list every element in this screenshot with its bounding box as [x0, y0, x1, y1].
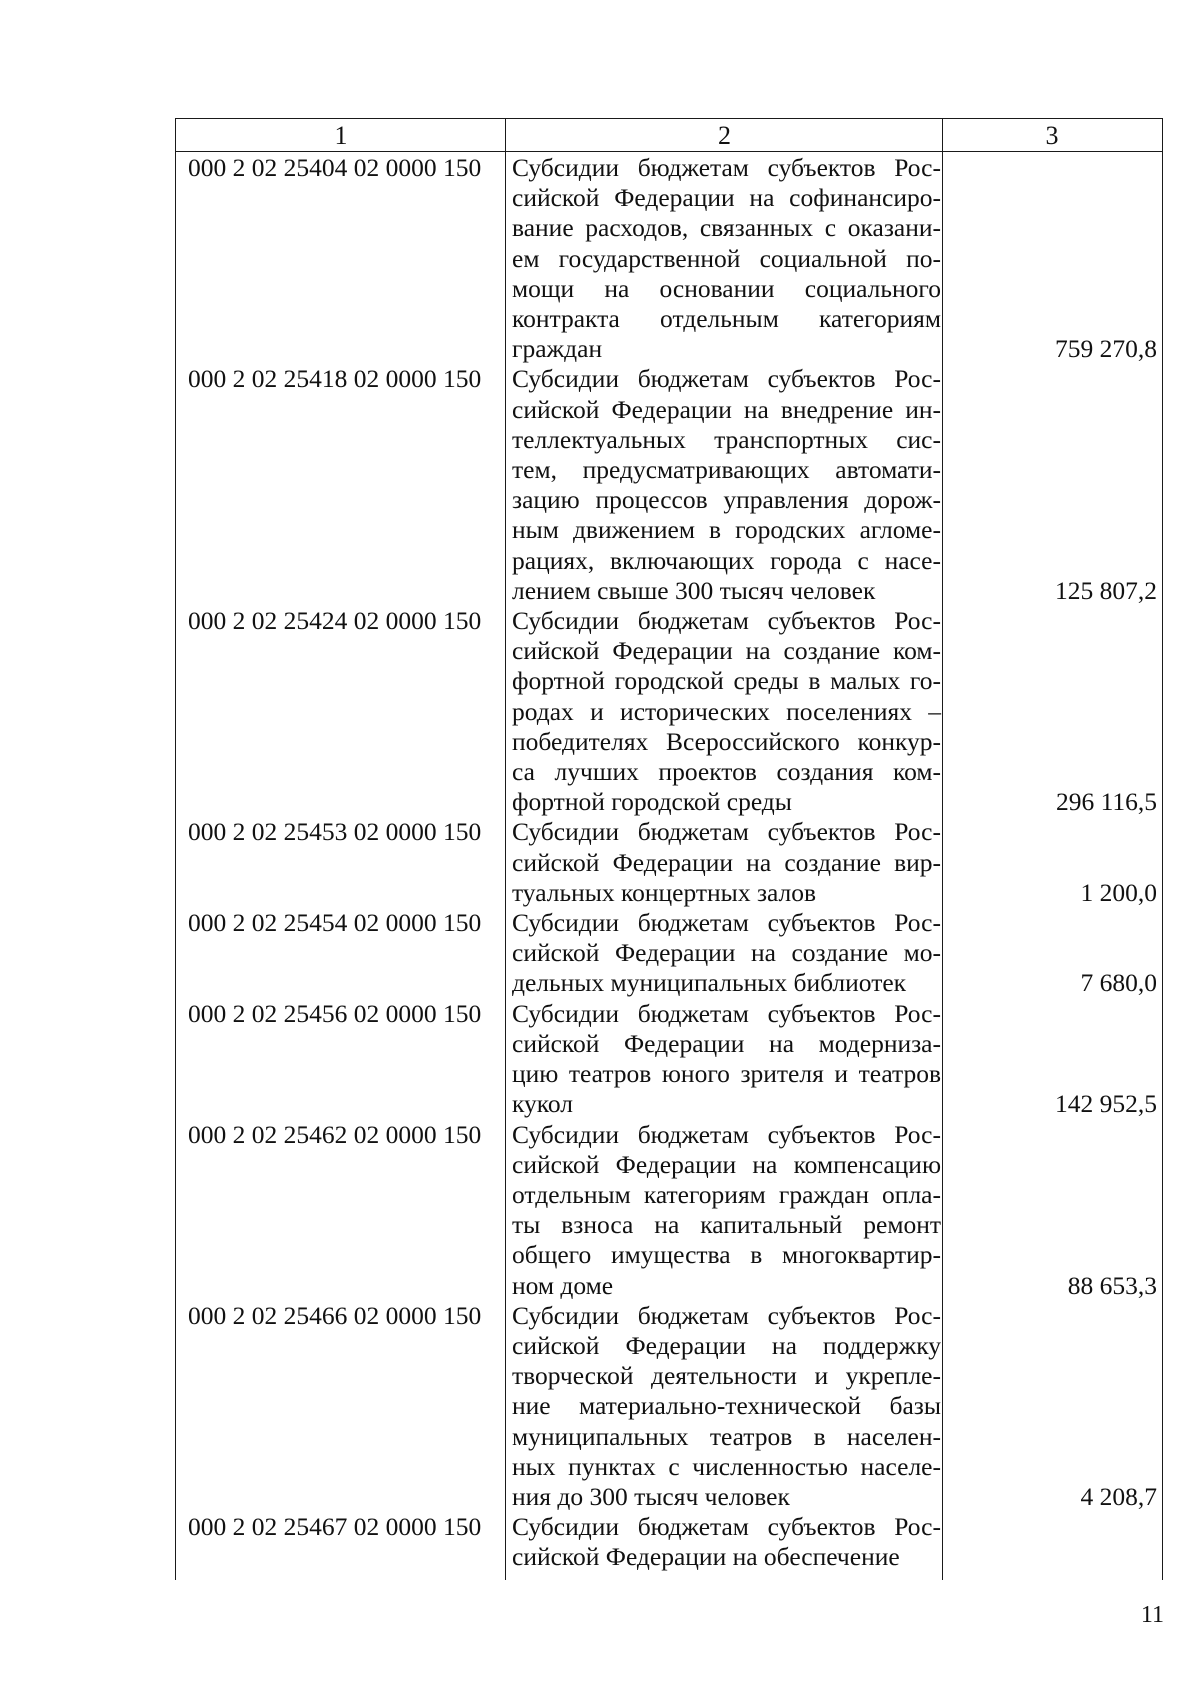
description-line: кукол	[512, 1089, 574, 1119]
table-row	[176, 908, 1162, 999]
amount-cell	[943, 817, 1161, 908]
description-line: сийской Федерации на внедрение ин-	[512, 394, 941, 424]
table-body	[176, 153, 1162, 1573]
amount-value: 7 680,0	[1080, 968, 1157, 998]
row-description	[506, 1120, 943, 1301]
amount-value: 142 952,5	[1055, 1089, 1157, 1119]
description-line: Субсидии бюджетам субъектов Рос-	[512, 908, 941, 938]
description-line: общего имущества в многоквартир-	[512, 1240, 941, 1270]
row-description	[506, 1301, 943, 1512]
row-description	[506, 908, 943, 999]
amount-value: 296 116,5	[1055, 787, 1157, 817]
description-line: Субсидии бюджетам субъектов Рос-	[512, 817, 941, 847]
description-line: сийской Федерации на создание вир-	[512, 847, 941, 877]
description-line: тем, предусматривающих автомати-	[512, 455, 941, 485]
amount-value: 125 807,2	[1055, 575, 1157, 605]
description-line: вание расходов, связанных с оказани-	[512, 213, 941, 243]
description-line: зацию процессов управления дорож-	[512, 485, 941, 515]
description-line: фортной городской среды	[512, 787, 792, 817]
budget-code: 000 2 02 25462 02 0000 150	[188, 1119, 482, 1149]
description-line: ном доме	[512, 1270, 614, 1300]
table-row	[176, 999, 1162, 1120]
amount-value: 88 653,3	[1067, 1270, 1157, 1300]
budget-code: 000 2 02 25418 02 0000 150	[188, 364, 482, 394]
description-line: рациях, включающих города с насе-	[512, 545, 941, 575]
table-row	[176, 364, 1162, 606]
description-line: мощи на основании социального	[512, 273, 941, 303]
row-description	[506, 817, 943, 908]
row-description	[506, 1512, 943, 1572]
budget-code: 000 2 02 25467 02 0000 150	[188, 1512, 482, 1542]
description-line: Субсидии бюджетам субъектов Рос-	[512, 1119, 941, 1149]
budget-code: 000 2 02 25424 02 0000 150	[188, 606, 482, 636]
row-description	[506, 999, 943, 1120]
description-line: сийской Федерации на поддержку	[512, 1330, 941, 1360]
column-header-3: 3	[1045, 121, 1059, 150]
table-row	[176, 1512, 1162, 1572]
amount-cell	[943, 153, 1161, 364]
column-header-1: 1	[334, 121, 348, 150]
amount-cell	[943, 364, 1161, 606]
description-line: творческой деятельности и укрепле-	[512, 1361, 941, 1391]
description-line: теллектуальных транспортных сис-	[512, 424, 941, 454]
row-description	[506, 606, 943, 817]
budget-code: 000 2 02 25466 02 0000 150	[188, 1300, 482, 1330]
description-line: ных пунктах с численностью населе-	[512, 1451, 941, 1481]
description-line: Субсидии бюджетам субъектов Рос-	[512, 606, 941, 636]
description-line: родах и исторических поселениях –	[512, 696, 941, 726]
description-line: цию театров юного зрителя и театров	[512, 1059, 941, 1089]
description-line: ты взноса на капитальный ремонт	[512, 1210, 941, 1240]
description-line: отдельным категориям граждан опла-	[512, 1179, 941, 1209]
amount-value: 759 270,8	[1055, 334, 1157, 364]
description-line: сийской Федерации на компенсацию	[512, 1149, 941, 1179]
description-line: Субсидии бюджетам субъектов Рос-	[512, 153, 941, 182]
table-row	[176, 1301, 1162, 1512]
amount-cell	[943, 908, 1161, 999]
table-row	[176, 1120, 1162, 1301]
amount-cell	[943, 999, 1161, 1120]
description-line: туальных концертных залов	[512, 877, 817, 907]
description-line: ем государственной социальной по-	[512, 243, 941, 273]
budget-code: 000 2 02 25453 02 0000 150	[188, 817, 482, 847]
description-line: победителях Всероссийского конкур-	[512, 726, 941, 756]
description-line: лением свыше 300 тысяч человек	[512, 575, 876, 605]
table-row	[176, 153, 1162, 364]
amount-cell	[943, 1301, 1161, 1512]
table-row	[176, 606, 1162, 817]
description-line: контракта отдельным категориям	[512, 304, 941, 334]
amount-cell	[943, 1512, 1161, 1572]
description-line: Субсидии бюджетам субъектов Рос-	[512, 1512, 941, 1542]
amount-value: 1 200,0	[1080, 877, 1157, 907]
description-line: муниципальных театров в населен-	[512, 1421, 941, 1451]
description-line: граждан	[512, 334, 603, 364]
description-line: сийской Федерации на создание мо-	[512, 938, 941, 968]
description-line: сийской Федерации на создание ком-	[512, 636, 941, 666]
budget-code: 000 2 02 25404 02 0000 150	[188, 153, 482, 182]
description-line: дельных муниципальных библиотек	[512, 968, 907, 998]
budget-code: 000 2 02 25456 02 0000 150	[188, 998, 482, 1028]
amount-cell	[943, 606, 1161, 817]
description-line: Субсидии бюджетам субъектов Рос-	[512, 1300, 941, 1330]
description-line: сийской Федерации на софинансиро-	[512, 183, 941, 213]
description-line: фортной городской среды в малых го-	[512, 666, 941, 696]
description-line: ние материально-технической базы	[512, 1391, 941, 1421]
description-line: сийской Федерации на обеспечение	[512, 1542, 900, 1572]
header-divider	[176, 151, 1162, 152]
description-line: ным движением в городских агломе-	[512, 515, 941, 545]
row-description	[506, 153, 943, 364]
description-line: са лучших проектов создания ком-	[512, 757, 941, 787]
amount-cell	[943, 1120, 1161, 1301]
description-line: ния до 300 тысяч человек	[512, 1481, 790, 1511]
description-line: Субсидии бюджетам субъектов Рос-	[512, 998, 941, 1028]
row-description	[506, 364, 943, 606]
budget-code: 000 2 02 25454 02 0000 150	[188, 908, 482, 938]
amount-value: 4 208,7	[1080, 1481, 1157, 1511]
description-line: сийской Федерации на модерниза-	[512, 1028, 941, 1058]
description-line: Субсидии бюджетам субъектов Рос-	[512, 364, 941, 394]
budget-table	[175, 118, 1163, 1580]
page-number: 11	[1140, 1602, 1164, 1628]
table-row	[176, 817, 1162, 908]
column-header-2: 2	[718, 121, 731, 150]
